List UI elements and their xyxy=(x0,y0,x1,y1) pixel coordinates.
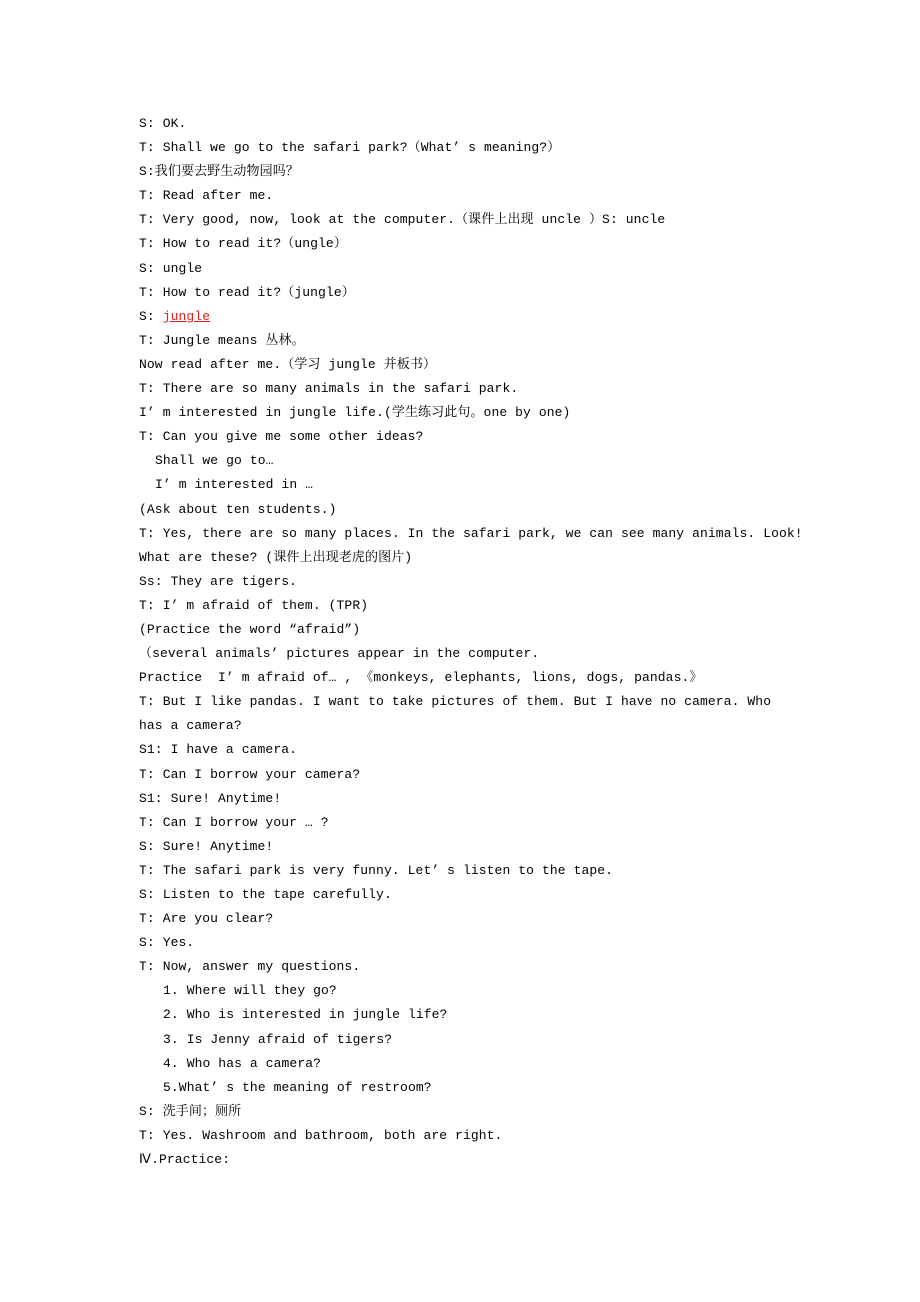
text-line xyxy=(139,883,799,907)
line-text: T: Are you clear? xyxy=(139,911,274,927)
text-line xyxy=(139,160,799,184)
document-body xyxy=(139,112,803,1172)
text-line xyxy=(139,738,799,762)
text-line xyxy=(139,955,799,979)
line-text: T: Yes, there are so many places. In the safari park, we can see many animals. Look! xyxy=(139,525,803,541)
text-line xyxy=(139,666,799,690)
line-text: 2. Who is interested in jungle life? xyxy=(163,1007,448,1023)
text-line xyxy=(139,353,799,377)
line-text: Now read after me.（学习 jungle 并板书） xyxy=(139,356,437,372)
line-text: T: There are so many animals in the safari park. xyxy=(139,381,519,397)
line-text: (Practice the word “afraid”) xyxy=(139,621,361,637)
text-line xyxy=(139,1052,799,1076)
line-text: S1: Sure! Anytime! xyxy=(139,790,282,806)
text-line xyxy=(139,931,799,955)
text-line xyxy=(139,1124,799,1148)
text-line xyxy=(139,690,799,714)
text-line xyxy=(139,232,799,256)
line-text: T: Now, answer my questions. xyxy=(139,959,361,975)
text-line xyxy=(139,1100,799,1124)
line-text: T: Can you give me some other ideas? xyxy=(139,429,424,445)
line-text: S1: I have a camera. xyxy=(139,742,298,758)
text-line xyxy=(139,714,799,738)
line-text: Practice I’ m afraid of… , 《monkeys, elephants, lions, dogs, pandas.》 xyxy=(139,670,703,686)
text-line xyxy=(139,522,803,546)
line-text: Ⅳ.Practice: xyxy=(139,1152,231,1168)
line-text: T: Shall we go to the safari park?（What’ s meaning?） xyxy=(139,140,561,156)
line-text: T: Very good, now, look at the computer.（课件上出现 uncle ）S: uncle xyxy=(139,212,666,228)
line-text: I’ m interested in … xyxy=(155,477,314,493)
text-line xyxy=(139,642,799,666)
line-text: S:我们要去野生动物园吗？ xyxy=(139,164,299,180)
text-line xyxy=(139,473,799,497)
line-text: Ss: They are tigers. xyxy=(139,573,298,589)
text-line xyxy=(139,546,799,570)
line-text: T: I’ m afraid of them. (TPR) xyxy=(139,597,369,613)
text-line xyxy=(139,1028,799,1052)
line-text: What are these? (课件上出现老虎的图片) xyxy=(139,549,413,565)
text-line xyxy=(139,835,799,859)
line-text: S: Yes. xyxy=(139,935,195,951)
text-line xyxy=(139,570,799,594)
text-line xyxy=(139,449,799,473)
line-text: （several animals’ pictures appear in the computer. xyxy=(139,646,540,662)
line-text: S: Listen to the tape carefully. xyxy=(139,887,392,902)
line-text: S: 洗手间；厕所 xyxy=(139,1103,242,1119)
text-line xyxy=(139,979,799,1003)
line-text: 4. Who has a camera? xyxy=(163,1055,322,1071)
text-line xyxy=(139,498,799,522)
text-line xyxy=(139,859,799,883)
line-text: T: The safari park is very funny. Let’ s listen to the tape. xyxy=(139,862,614,878)
text-line xyxy=(139,425,799,449)
line-text: T: How to read it?（jungle） xyxy=(139,284,355,300)
text-line xyxy=(139,907,799,931)
text-line xyxy=(139,112,799,136)
line-text: (Ask about ten students.) xyxy=(139,501,337,517)
line-text: T: Read after me. xyxy=(139,188,274,204)
text-line xyxy=(139,787,799,811)
text-line xyxy=(139,1076,799,1100)
text-line xyxy=(139,1003,799,1027)
text-line xyxy=(139,257,799,281)
line-text: T: Jungle means 丛林。 xyxy=(139,332,305,348)
line-text: S: OK. xyxy=(139,116,187,131)
highlighted-word: jungle xyxy=(162,308,211,324)
line-text: 1. Where will they go? xyxy=(163,983,337,999)
text-line xyxy=(139,136,799,160)
line-text: T: Yes. Washroom and bathroom, both are right. xyxy=(139,1127,503,1143)
line-text: has a camera? xyxy=(139,718,242,734)
text-line xyxy=(139,1148,799,1172)
line-text: 5.What’ s the meaning of restroom? xyxy=(163,1079,432,1095)
text-line xyxy=(139,281,799,305)
line-text: T: Can I borrow your … ? xyxy=(139,814,329,830)
text-line xyxy=(139,305,799,329)
line-text: S: ungle xyxy=(139,260,203,276)
text-line xyxy=(139,377,799,401)
text-line xyxy=(139,594,799,618)
line-text: T: How to read it?（ungle） xyxy=(139,236,347,252)
text-line xyxy=(139,811,799,835)
line-text: T: But I like pandas. I want to take pictures of them. But I have no camera. Who xyxy=(139,694,772,710)
line-text: T: Can I borrow your camera? xyxy=(139,766,361,782)
line-text: 3. Is Jenny afraid of tigers? xyxy=(163,1031,393,1047)
text-line xyxy=(139,329,799,353)
text-line xyxy=(139,184,799,208)
text-line xyxy=(139,618,799,642)
text-line xyxy=(139,763,799,787)
line-text: S: xyxy=(139,308,163,324)
text-line xyxy=(139,208,799,232)
text-line xyxy=(139,401,799,425)
line-text: Shall we go to… xyxy=(155,453,274,469)
line-text: I’ m interested in jungle life.(学生练习此句。one by one) xyxy=(139,405,571,421)
line-text: S: Sure! Anytime! xyxy=(139,838,274,854)
